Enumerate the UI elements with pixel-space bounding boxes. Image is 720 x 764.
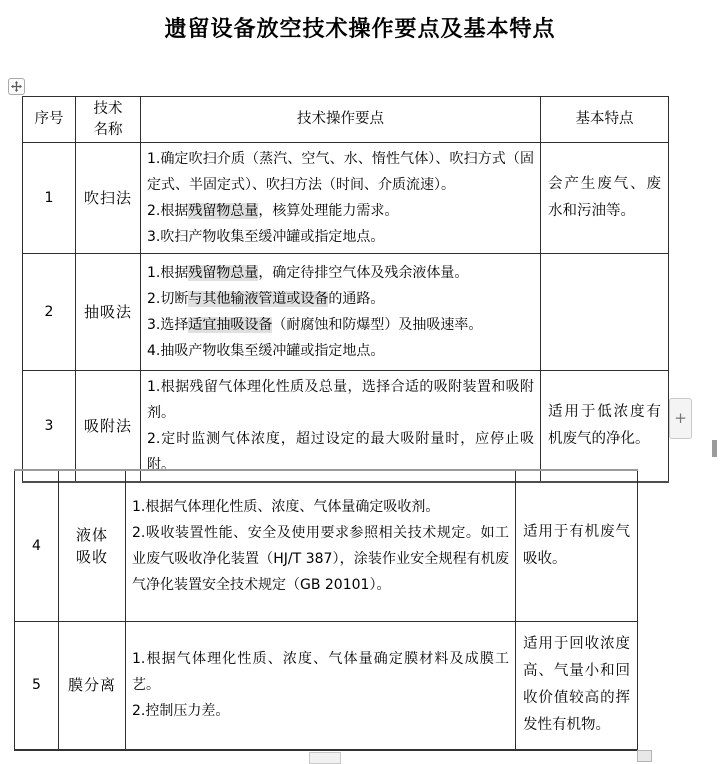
point-line (147, 260, 534, 286)
highlighted-text: 适宜抽吸设备 (188, 317, 273, 333)
row4-name-cell[interactable] (59, 470, 126, 621)
point-line (132, 698, 509, 724)
point-text: 1.根据气体理化性质、浓度、气体量确定膜材料及成膜工艺。 (132, 651, 509, 694)
row2-feature-cell[interactable] (541, 254, 669, 371)
point-text: 4.抽吸产物收集至缓冲罐或指定地点。 (147, 343, 385, 359)
header-row (23, 97, 669, 143)
row1-name-cell[interactable]: 吹扫法 (76, 143, 141, 254)
point-text: ，确定待排空气体及残余液体量。 (258, 265, 469, 281)
methods-table-upper (22, 96, 669, 483)
page-title: 遗留设备放空技术操作要点及基本特点 (164, 17, 556, 42)
point-text: 2.控制压力差。 (132, 703, 230, 720)
row5-index-cell[interactable]: 5 (15, 621, 59, 750)
row4-name-line2: 吸收 (75, 547, 108, 566)
point-line (132, 646, 509, 698)
move-arrows-icon (11, 81, 22, 92)
row4-index-cell[interactable]: 4 (15, 470, 59, 621)
table-row-3 (23, 371, 669, 483)
row3-name-cell[interactable]: 吸附法 (76, 371, 141, 483)
table-row-2 (23, 254, 669, 371)
point-line (147, 224, 534, 250)
table-move-handle[interactable] (8, 78, 25, 95)
row5-name-cell[interactable]: 膜分离 (59, 621, 126, 750)
point-text: 1.根据气体理化性质、浓度、气体量确定吸收剂。 (132, 498, 440, 515)
point-line (147, 312, 534, 338)
point-text: 3.选择 (147, 317, 189, 333)
point-text: 1.根据 (147, 265, 189, 281)
row4-feature-cell[interactable]: 适用于有机废气吸收。 (516, 470, 638, 621)
point-line (147, 338, 534, 364)
header-cell-points[interactable]: 技术操作要点 (141, 97, 541, 143)
point-line (147, 146, 534, 198)
bottom-clipped-scroll-button[interactable] (637, 750, 652, 762)
row2-points-cell[interactable] (141, 254, 541, 371)
insert-plus-button[interactable]: + (669, 398, 692, 439)
row5-feature-cell[interactable]: 适用于回收浓度高、气量小和回收价值较高的挥发性有机物。 (516, 621, 638, 750)
methods-table-lower (14, 469, 638, 751)
point-text: 2.根据 (147, 203, 189, 219)
row3-points-cell[interactable] (141, 371, 541, 483)
row2-index-cell[interactable]: 2 (23, 254, 76, 371)
header-cell-name[interactable] (76, 97, 141, 143)
point-text: 的通路。 (328, 291, 385, 307)
row5-points-cell[interactable] (126, 621, 516, 750)
bottom-clipped-control[interactable] (309, 752, 341, 764)
row2-name-cell[interactable]: 抽吸法 (76, 254, 141, 371)
header-cell-index[interactable]: 序号 (23, 97, 76, 143)
row3-feature-cell[interactable]: 适用于低浓度有机废气的净化。 (541, 371, 669, 483)
point-line (132, 494, 509, 520)
table-row-5 (15, 621, 638, 750)
row4-name-line1: 液体 (75, 525, 108, 544)
point-text: 1.根据残留气体理化性质及总量，选择合适的吸附装置和吸附剂。 (147, 379, 534, 421)
row3-index-cell[interactable]: 3 (23, 371, 76, 483)
point-text: 2.定时监测气体浓度，超过设定的最大吸附量时，应停止吸附。 (147, 431, 534, 473)
point-line (132, 520, 509, 598)
point-line (147, 286, 534, 312)
point-text: 1.确定吹扫介质（蒸汽、空气、水、惰性气体）、吹扫方式（固定式、半固定式）、吹扫方法（时间、介质流速）。 (147, 151, 534, 193)
row1-index-cell[interactable]: 1 (23, 143, 76, 254)
highlighted-text: 残留物总量 (188, 203, 259, 219)
point-text: ，核算处理能力需求。 (258, 203, 399, 219)
scrollbar-fragment[interactable] (712, 440, 717, 457)
row4-points-cell[interactable] (126, 470, 516, 621)
table-row-4 (15, 470, 638, 621)
point-text: 2.吸收装置性能、安全及使用要求参照相关技术规定。如工业废气吸收净化装置（HJ/T 387），涂装作业安全规程有机废气净化装置安全技术规定（GB 20101）。 (132, 524, 509, 593)
highlighted-text: 与其他输液管道或设备 (188, 291, 329, 307)
point-text: （耐腐蚀和防爆型）及抽吸速率。 (272, 317, 483, 333)
row1-feature-cell[interactable]: 会产生废气、废水和污油等。 (541, 143, 669, 254)
row1-points-cell[interactable] (141, 143, 541, 254)
table-row-1 (23, 143, 669, 254)
point-line (147, 198, 534, 224)
point-line (147, 374, 534, 426)
header-name-line2: 名称 (93, 121, 123, 138)
header-name-line1: 技术 (93, 100, 123, 117)
highlighted-text: 残留物总量 (188, 265, 259, 281)
point-text: 2.切断 (147, 291, 189, 307)
point-text: 3.吹扫产物收集至缓冲罐或指定地点。 (147, 229, 385, 245)
header-cell-feature[interactable]: 基本特点 (541, 97, 669, 143)
